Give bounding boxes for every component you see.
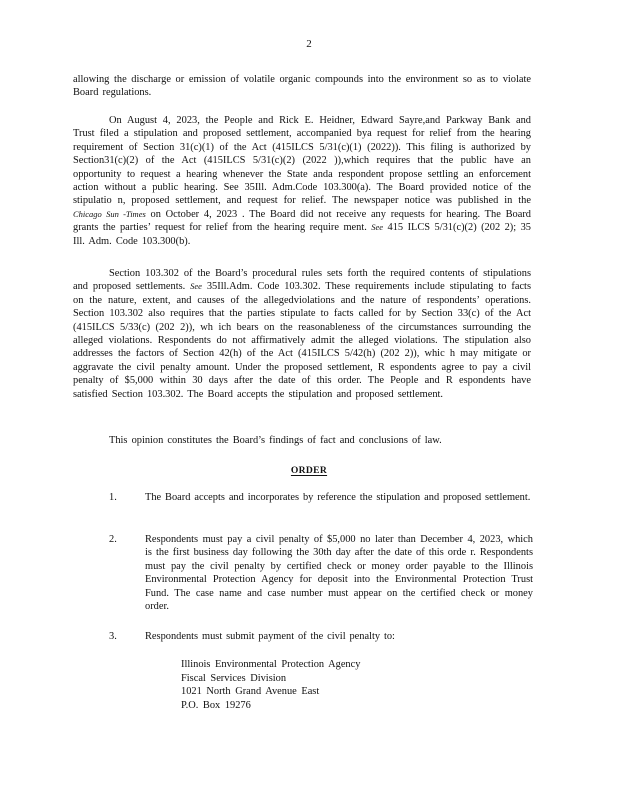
- paragraph-procedural-rules: [73, 267, 531, 401]
- address-line: P.O. Box 19276: [181, 699, 251, 711]
- citation-signal: See: [190, 281, 202, 292]
- order-heading: ORDER: [290, 465, 328, 476]
- order-item: [109, 491, 533, 504]
- order-item-text: Respondents must pay a civil penalty of $5,000 no later than December 4, 2023, which is the first business day following the 30th day after the date of this orde r. Respondents must pay the civil penalty by certified check or money order payable to the Illinois Environmental Protection Agency for deposit into the Environmental Protection Trust Fund. The case name and case number must appear on the certified check or money order.: [145, 534, 533, 613]
- order-item-text: Respondents must submit payment of the civil penalty to:: [145, 631, 395, 642]
- address-line: 1021 North Grand Avenue East: [181, 686, 320, 698]
- newspaper-name: Chicago Sun -Times: [73, 208, 146, 219]
- paragraph-text: on October 4, 2023 . The Board did not receive any requests for hearing. The Board grants the parties’ request for relief from the hearing require ment.: [73, 208, 531, 234]
- paragraph-opinion-statement: This opinion constitutes the Board’s findings of fact and conclusions of law.: [109, 435, 442, 446]
- paragraph-text: Section 103.302 of the Board’s procedural rules sets forth the required contents of stipulations and proposed settlements.: [73, 268, 531, 293]
- order-item: [109, 533, 533, 613]
- paragraph-text: 415 ILCS 5/31(c)(2) (202 2); 35 Ill. Adm. Code 103.300(b).: [73, 222, 531, 247]
- paragraph-text: 35Ill.Adm. Code 103.302. These requirements include stipulating to facts on the nature, extent, and causes of the allegedviolations and the nature of respondents’ operations. Section 103.302 also requires that the parties stipulate to facts called for by Section 33(c) of the Act (415ILCS 5/33(c) (202 2)), wh ich bears on the reasonableness of the circumstances surrounding the alleged violations. Respondents do not affirmatively admit the alleged violations. The stipulation also addresses the factors of Section 42(h) of the Act (415ILCS 5/42(h) (202 2)), whic h may mitigate or aggravate the civil penalty amount. Under the proposed settlement, R espondents agree to pay a civil penalty of $5,000 within 30 days after the date of this order. The People and R espondents have satisfied Section 103.302. The Board accepts the stipulation and proposed settlement.: [73, 281, 531, 400]
- paragraph-text: On August 4, 2023, the People and Rick E. Heidner, Edward Sayre,and Parkway Bank and Trust filed a stipulation and proposed settlement, accompanied bya request for relief from the hearing requirement of Section 31(c)(1) of the Act (415ILCS 5/31(c)(1) (2022)). This filing is authorized by Section31(c)(2) of the Act (415ILCS 5/31(c)(2) (2022 )),which requires that the public have an opportunity to request a hearing whenever the State anda respondent propose settling an enforcement action without a public hearing. See 35Ill. Adm.Code 103.300(a). The Board provided notice of the stipulatio n, proposed settlement, and request for relief. The newspaper notice was published in the: [73, 115, 531, 207]
- page-number: 2: [306, 38, 312, 50]
- address-line: Fiscal Services Division: [181, 672, 287, 684]
- order-item-text: The Board accepts and incorporates by reference the stipulation and proposed settlement.: [145, 492, 531, 503]
- citation-signal: See: [371, 222, 384, 233]
- paragraph-continued: allowing the discharge or emission of volatile organic compounds into the environment so as to violate Board regulations.: [73, 74, 531, 99]
- order-item-number: 2.: [109, 534, 117, 545]
- address-line: Illinois Environmental Protection Agency: [181, 659, 361, 670]
- order-item-number: 3.: [109, 631, 117, 642]
- paragraph-stipulation-filing: [73, 114, 531, 248]
- payment-address: [181, 658, 360, 712]
- order-item-number: 1.: [109, 492, 117, 503]
- order-item: [109, 630, 533, 643]
